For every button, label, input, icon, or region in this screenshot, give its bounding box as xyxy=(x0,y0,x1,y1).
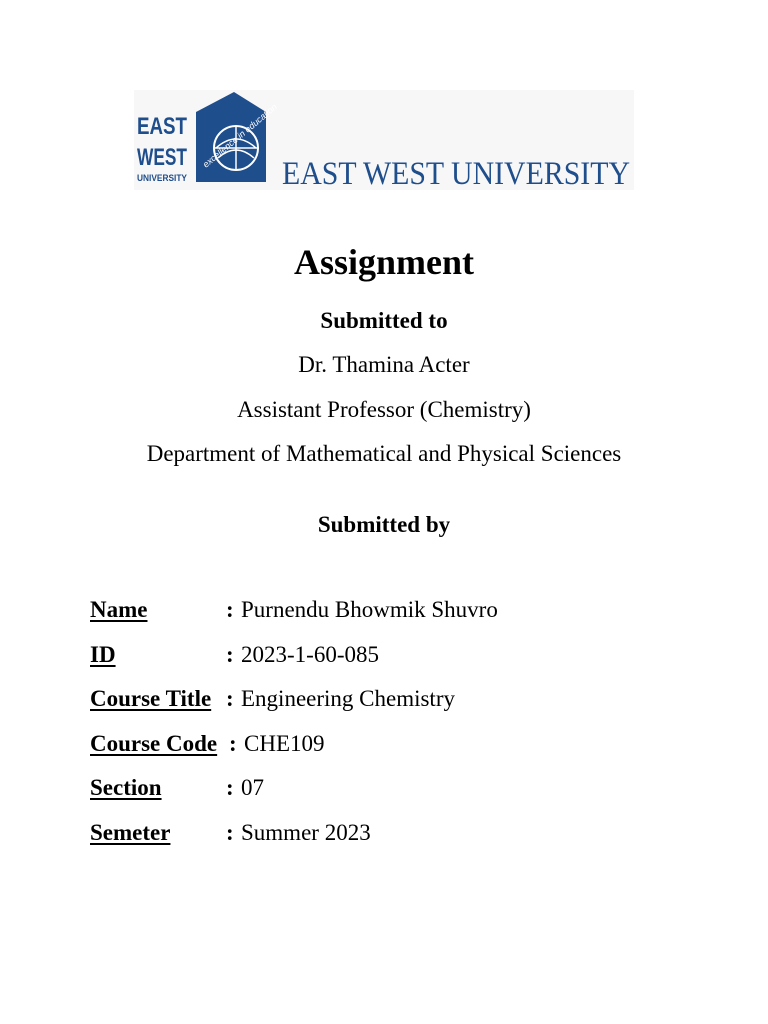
id-label: ID xyxy=(90,642,116,667)
recipient-position: Assistant Professor (Chemistry) xyxy=(237,397,531,422)
course-title-value: Engineering Chemistry xyxy=(241,686,455,711)
section-colon: : xyxy=(226,775,234,800)
page-title: Assignment xyxy=(293,242,475,282)
name-value: Purnendu Bhowmik Shuvro xyxy=(241,597,498,622)
submitted-by-heading: Submitted by xyxy=(317,512,451,537)
name-label: Name xyxy=(90,597,148,622)
course-code-label: Course Code xyxy=(90,731,218,756)
university-logo xyxy=(134,90,634,190)
recipient-name: Dr. Thamina Acter xyxy=(298,352,470,377)
info-row-semester xyxy=(90,818,590,850)
info-row-course-code xyxy=(90,729,590,761)
logo-wordmark-text: EAST WEST UNIVERSITY xyxy=(282,156,630,190)
semester-value: Summer 2023 xyxy=(241,820,371,845)
course-code-value: CHE109 xyxy=(244,731,325,756)
recipient-department: Department of Mathematical and Physical Sciences xyxy=(146,441,622,466)
semester-colon: : xyxy=(226,820,234,845)
section-label: Section xyxy=(90,775,162,800)
id-value: 2023-1-60-085 xyxy=(241,642,379,667)
name-colon: : xyxy=(226,597,234,622)
course-code-colon: : xyxy=(229,731,237,756)
info-row-name xyxy=(90,595,590,627)
section-value: 07 xyxy=(241,775,264,800)
logo-east-text: EAST xyxy=(137,113,188,140)
submitted-to-heading: Submitted to xyxy=(320,308,448,333)
id-colon: : xyxy=(226,642,234,667)
course-title-colon: : xyxy=(226,686,234,711)
info-row-section xyxy=(90,773,590,805)
logo-west-text: WEST xyxy=(137,144,188,171)
info-row-course-title xyxy=(90,684,590,716)
logo-arc-text: excellence in education xyxy=(200,101,279,170)
course-title-label: Course Title xyxy=(90,686,212,711)
semester-label: Semeter xyxy=(90,820,171,845)
info-row-id xyxy=(90,640,590,672)
logo-university-small-text: UNIVERSITY xyxy=(137,173,187,183)
